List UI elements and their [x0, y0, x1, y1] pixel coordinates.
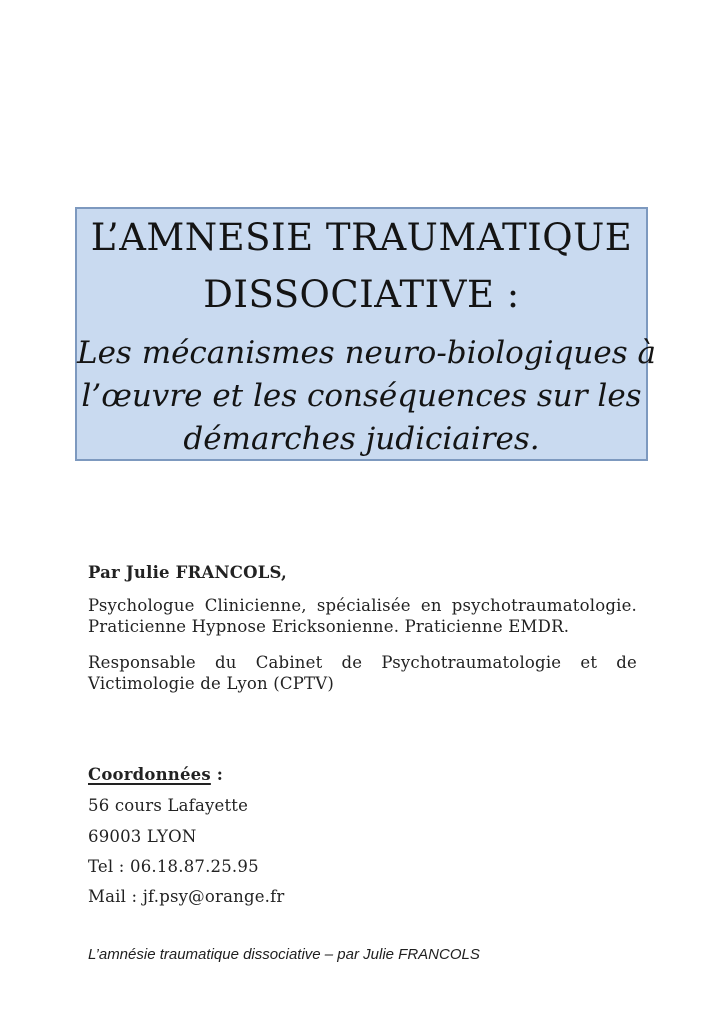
footer-note: L’amnésie traumatique dissociative – par Julie FRANCOLS [88, 946, 480, 963]
contact-heading [88, 764, 637, 785]
contact-phone: Tel : 06.18.87.25.95 [88, 857, 259, 876]
author-credentials: Psychologue Clinicienne, spécialisée en psychotraumatologie. Praticienne Hypnose Ericksonienne. Praticienne EMDR. [88, 596, 637, 636]
subtitle-line-1: Les mécanismes neuro-biologiques à [77, 335, 656, 371]
contact-address-line-1: 56 cours Lafayette [88, 796, 249, 815]
subtitle-line-3: démarches judiciaires. [183, 421, 540, 457]
title-subtitle [77, 332, 656, 461]
contact-address-line-2: 69003 LYON [88, 827, 197, 846]
contact-email: Mail : jf.psy@orange.fr [88, 887, 285, 906]
subtitle-line-2: l’œuvre et les conséquences sur les [81, 378, 642, 414]
author-role: Responsable du Cabinet de Psychotraumatologie et de Victimologie de Lyon (CPTV) [88, 653, 637, 693]
title-line-1: L’AMNESIE TRAUMATIQUE [90, 216, 633, 259]
contact-heading-colon: : [210, 765, 224, 784]
title-box [75, 207, 656, 461]
title-line-2: DISSOCIATIVE : [203, 273, 520, 316]
title-heading [77, 209, 646, 323]
contact-heading-label: Coordonnées [88, 765, 211, 784]
author-byline: Par Julie FRANCOLS, [88, 563, 287, 582]
